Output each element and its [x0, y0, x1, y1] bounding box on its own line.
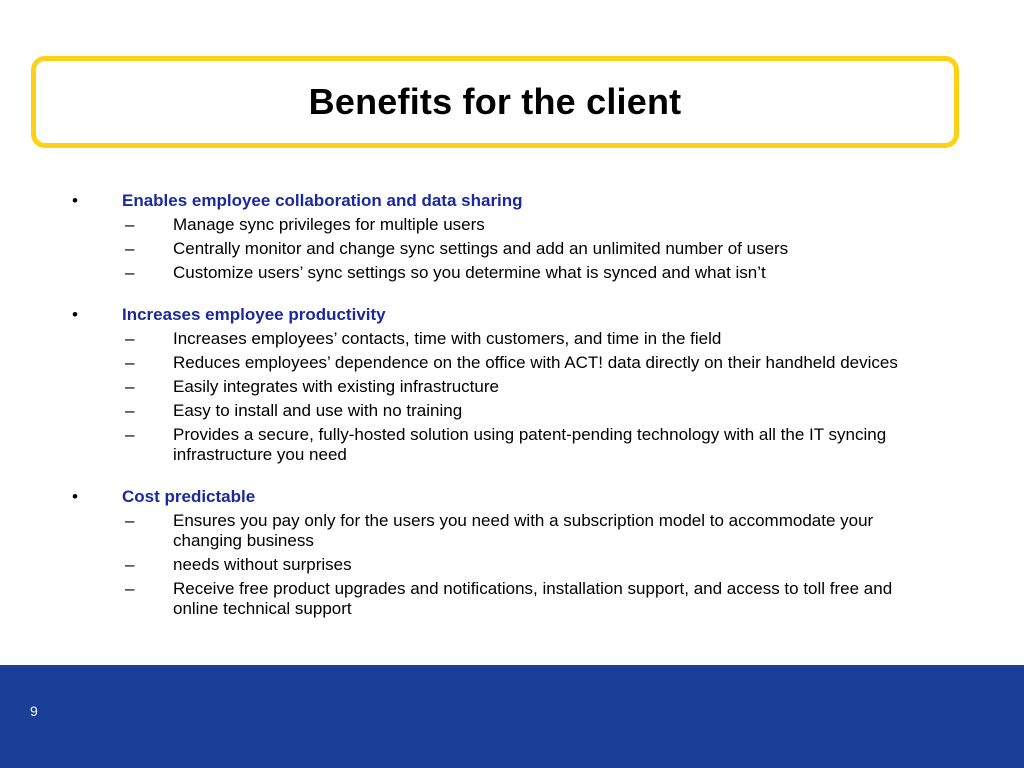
- bullet-heading-text: Enables employee collaboration and data sharing: [122, 191, 523, 210]
- title-box: [31, 56, 959, 148]
- sub-bullet: [70, 353, 950, 373]
- sub-bullet-text: Centrally monitor and change sync settings and add an unlimited number of users: [173, 239, 789, 258]
- sub-bullet-text: needs without surprises: [173, 555, 352, 574]
- bullet-dot: •: [72, 191, 78, 210]
- dash-marker: –: [125, 329, 135, 348]
- sub-bullet: [70, 215, 950, 235]
- slide-title: Benefits for the client: [308, 81, 682, 122]
- bullet-heading-text: Cost predictable: [122, 487, 256, 506]
- section-productivity: [70, 305, 950, 465]
- sub-bullet: [70, 329, 950, 349]
- page-number: 9: [30, 703, 38, 719]
- dash-marker: –: [125, 401, 135, 420]
- sub-bullet-text: Customize users’ sync settings so you determine what is synced and what isn’t: [173, 263, 766, 282]
- sub-bullet: [70, 263, 950, 283]
- sub-bullet-text: Manage sync privileges for multiple users: [173, 215, 485, 234]
- sub-bullet: [70, 555, 950, 575]
- bullet-heading-text: Increases employee productivity: [122, 305, 386, 324]
- sub-bullet: [70, 511, 950, 551]
- dash-marker: –: [125, 263, 135, 282]
- dash-marker: –: [125, 239, 135, 258]
- sub-bullet-text: Easy to install and use with no training: [173, 401, 463, 420]
- dash-marker: –: [125, 215, 135, 234]
- sub-bullet: [70, 377, 950, 397]
- section-cost: [70, 487, 950, 619]
- bullet-dot: •: [72, 305, 78, 324]
- section-collaboration: [70, 191, 950, 283]
- dash-marker: –: [125, 579, 135, 598]
- sub-bullet: [70, 579, 950, 619]
- sub-bullet-text: Receive free product upgrades and notifications, installation support, and access to toll free and online technical support: [173, 579, 893, 618]
- dash-marker: –: [125, 511, 135, 530]
- bullet-heading: [70, 305, 950, 325]
- sub-bullet: [70, 239, 950, 259]
- sub-bullet-text: Easily integrates with existing infrastructure: [173, 377, 499, 396]
- footer-bar: [0, 665, 1024, 768]
- bullet-content: [70, 191, 950, 641]
- bullet-dot: •: [72, 487, 78, 506]
- bullet-heading: [70, 487, 950, 507]
- sub-bullet-text: Ensures you pay only for the users you need with a subscription model to accommodate your changing business: [173, 511, 874, 550]
- sub-bullet: [70, 425, 950, 465]
- sub-bullet: [70, 401, 950, 421]
- dash-marker: –: [125, 353, 135, 372]
- sub-bullet-text: Increases employees’ contacts, time with customers, and time in the field: [173, 329, 722, 348]
- dash-marker: –: [125, 425, 135, 444]
- bullet-heading: [70, 191, 950, 211]
- sub-bullet-text: Provides a secure, fully-hosted solution using patent-pending technology with all the IT syncing infrastructure you need: [173, 425, 887, 464]
- dash-marker: –: [125, 555, 135, 574]
- sub-bullet-text: Reduces employees’ dependence on the office with ACT! data directly on their handheld devices: [173, 353, 898, 372]
- dash-marker: –: [125, 377, 135, 396]
